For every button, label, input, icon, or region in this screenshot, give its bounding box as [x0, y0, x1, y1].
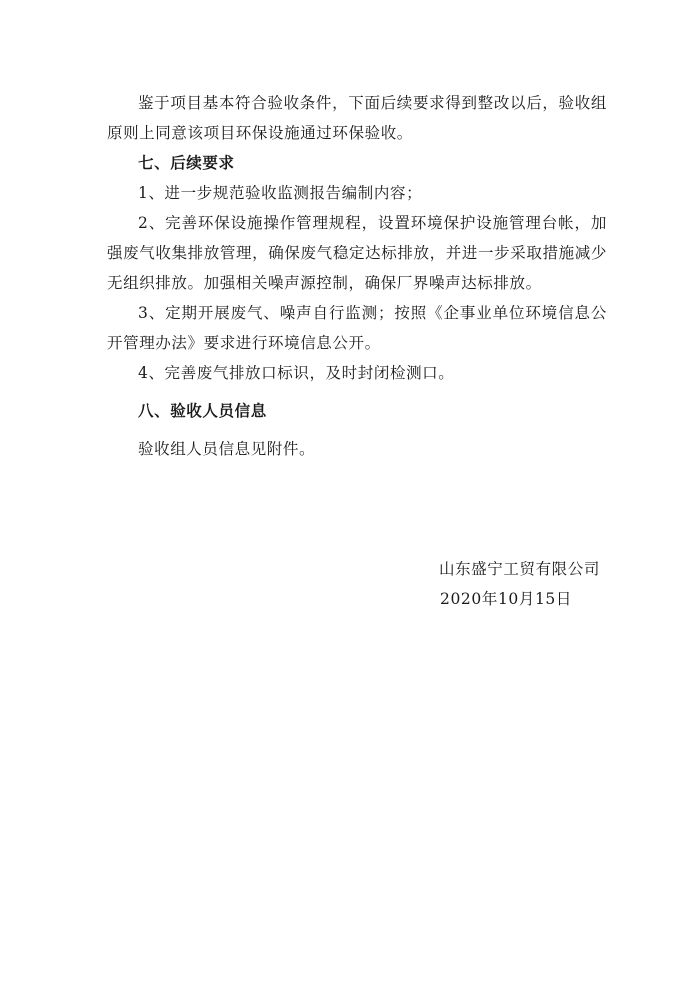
requirement-item-3: 3、定期开展废气、噪声自行监测；按照《企事业单位环境信息公开管理办法》要求进行环境信息公开。 [107, 304, 607, 352]
acceptance-personnel-section [107, 396, 607, 464]
intro-paragraph: 鉴于项目基本符合验收条件，下面后续要求得到整改以后，验收组原则上同意该项目环保设施通过环保验收。 [107, 94, 607, 142]
section-heading-acceptance-personnel: 八、验收人员信息 [138, 402, 267, 420]
section-heading-follow-up-requirements: 七、后续要求 [138, 154, 235, 172]
acceptance-personnel-text: 验收组人员信息见附件。 [138, 440, 316, 458]
signature-company: 山东盛宁工贸有限公司 [438, 560, 600, 578]
requirement-item-1: 1、进一步规范验收监测报告编制内容； [138, 184, 423, 202]
signature-block [380, 554, 600, 614]
requirement-item-2: 2、完善环保设施操作管理规程，设置环境保护设施管理台帐，加强废气收集排放管理，确保废气稳定达标排放，并进一步采取措施减少无组织排放。加强相关噪声源控制，确保厂界噪声达标排放。 [107, 214, 607, 292]
requirement-item-4: 4、完善废气排放口标识，及时封闭检测口。 [138, 364, 455, 382]
signature-date: 2020年10月15日 [440, 590, 572, 608]
document-body [107, 88, 607, 388]
